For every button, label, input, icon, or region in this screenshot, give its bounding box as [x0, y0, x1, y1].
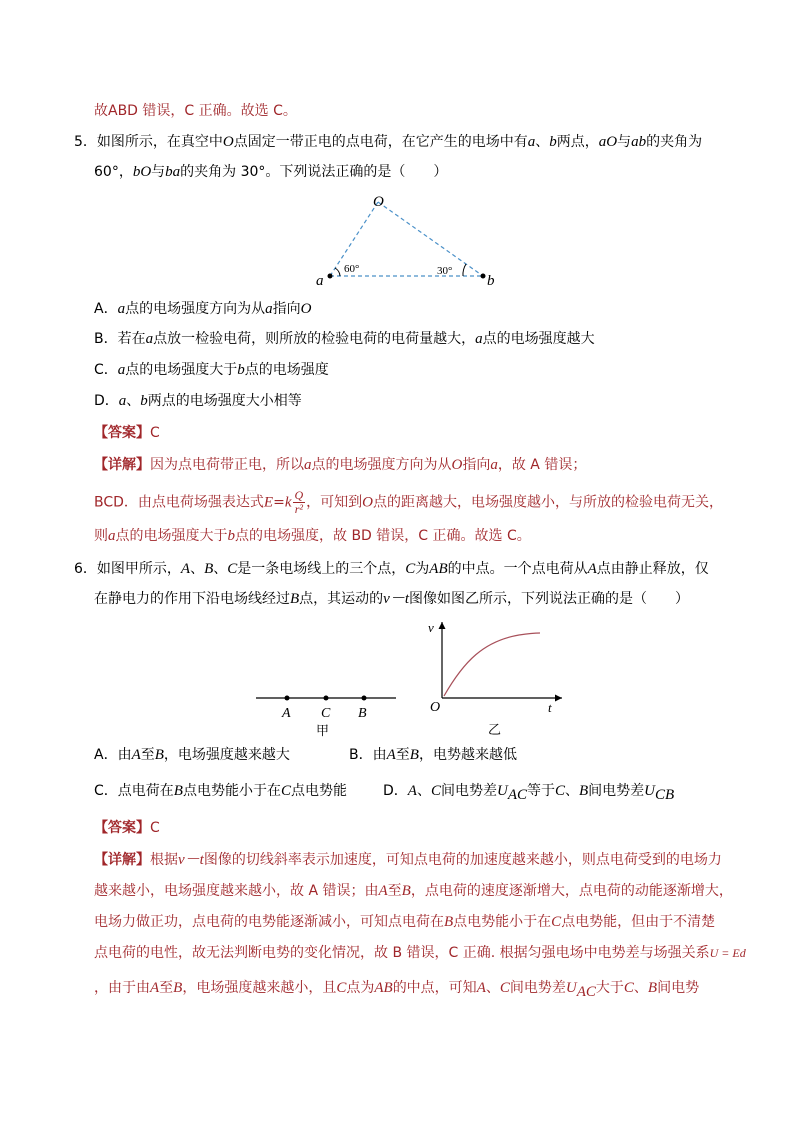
- text: 点的电场强度大于: [125, 362, 238, 378]
- var: C: [280, 783, 291, 799]
- point-A: [285, 696, 290, 701]
- q6-detail-line2: [94, 881, 733, 901]
- text: 至: [140, 747, 155, 763]
- var: A: [378, 883, 388, 899]
- text: 两点，: [556, 134, 599, 150]
- var: a: [117, 362, 126, 378]
- text: 如图所示，在真空中: [96, 134, 223, 150]
- text: 点的电场强度越大: [482, 331, 595, 347]
- text: ，点电荷的速度逐渐增大，点电荷的动能逐渐增大，: [410, 883, 733, 899]
- var: O: [362, 494, 374, 511]
- text: C．: [94, 362, 118, 378]
- q5-number: 5．: [74, 134, 97, 150]
- label-B: B: [358, 706, 367, 721]
- text: 、: [190, 561, 205, 577]
- var: a: [108, 528, 116, 544]
- var: b: [140, 393, 148, 409]
- q6-detail-line4: [94, 943, 746, 963]
- var: AB: [429, 561, 448, 577]
- text: 指向: [462, 457, 491, 473]
- line-Ob: [378, 202, 483, 276]
- var: C: [227, 561, 238, 577]
- var: B: [579, 783, 589, 799]
- var: a: [527, 134, 536, 150]
- label-angle-60: 60°: [344, 263, 360, 275]
- var: U: [565, 980, 577, 996]
- text: 间电势差: [509, 980, 566, 996]
- q6-field-line-figure: [250, 684, 400, 744]
- answer-label: 【答案】: [94, 820, 150, 836]
- var: A: [180, 561, 191, 577]
- text: BCD．由点电荷场强表达式: [94, 494, 264, 511]
- q6-detail-line5: [94, 978, 699, 1002]
- text: 图像的切线斜率表示加速度，可知点电荷的加速度越来越小，则点电荷受到的电场力: [203, 852, 722, 868]
- q6-option-a: [94, 745, 290, 765]
- q5-detail-line2: [94, 489, 723, 516]
- var: a: [265, 301, 273, 317]
- numerator: Q: [294, 488, 304, 502]
- text: ，故 A 错误；: [497, 457, 587, 473]
- text: ，由于由: [94, 980, 150, 996]
- text: 点的电场强度: [244, 362, 329, 378]
- text: 点的电场强度，故 BD 错误，C 正确。故选 C。: [235, 528, 531, 544]
- point-C: [324, 696, 329, 701]
- var: B: [173, 783, 183, 799]
- q5-option-a: [94, 299, 311, 319]
- text: 、: [213, 561, 228, 577]
- point-B: [362, 696, 367, 701]
- text: 为: [415, 561, 430, 577]
- var: v－t: [383, 591, 409, 607]
- text: 在静电力的作用下沿电场线经过: [94, 591, 290, 607]
- q6-detail-line1: [94, 850, 722, 870]
- text: 点的电场强度大于: [115, 528, 228, 544]
- var: B: [173, 980, 183, 996]
- var: O: [451, 457, 463, 473]
- text: 点的电场强度方向为从: [311, 457, 452, 473]
- text: 图像如图乙所示，下列说法正确的是（ ）: [409, 591, 689, 607]
- text: 点电势能: [290, 783, 347, 799]
- var: U: [496, 783, 508, 799]
- text: 点的距离越大，电场强度越小，与所放的检验电荷无关，: [373, 494, 724, 511]
- q6-number: 6．: [74, 561, 97, 577]
- text: 电场力做正功，点电荷的电势能逐渐减小，可知点电荷在: [94, 914, 444, 930]
- var: B: [444, 914, 454, 930]
- var: A: [150, 980, 160, 996]
- q5-option-c: [94, 360, 329, 380]
- answer-value: C: [150, 820, 160, 836]
- var: C: [551, 914, 562, 930]
- q6-detail-line3: [94, 912, 715, 932]
- var: B: [647, 980, 658, 996]
- label-a: a: [316, 273, 324, 288]
- var: A: [407, 783, 417, 799]
- var: C: [336, 980, 347, 996]
- text: 点放一检验电荷，则所放的检验电荷的电荷量越大，: [153, 331, 476, 347]
- var: B: [409, 747, 419, 763]
- q5-triangle-figure: [300, 188, 510, 288]
- text: 因为点电荷带正电，所以: [150, 457, 304, 473]
- text: 点由静止释放，仅: [596, 561, 709, 577]
- label-origin: O: [430, 700, 441, 715]
- q5-detail-line3: [94, 526, 531, 546]
- text: 点电势能小于在: [453, 914, 552, 930]
- text: 、: [633, 980, 648, 996]
- denominator: r²: [294, 502, 303, 516]
- angle-arc-a: [335, 268, 340, 276]
- text: 、: [535, 134, 550, 150]
- angle-arc-b: [463, 264, 466, 276]
- text: 的中点。一个点电荷从: [447, 561, 588, 577]
- var: v－t: [178, 852, 204, 868]
- var: a: [117, 301, 126, 317]
- label-b: b: [487, 273, 495, 288]
- text: 至: [159, 980, 174, 996]
- text: 大于: [595, 980, 624, 996]
- var: k: [284, 494, 292, 511]
- var: C: [499, 980, 510, 996]
- previous-answer-tail: 故ABD 错误，C 正确。故选 C。: [94, 103, 297, 119]
- text: 点为: [346, 980, 375, 996]
- var: C: [405, 561, 416, 577]
- vt-curve: [444, 633, 540, 696]
- subscript: AC: [576, 983, 596, 1000]
- point-a: [328, 274, 333, 279]
- answer-value: C: [150, 425, 160, 441]
- text: 的夹角为: [646, 134, 703, 150]
- text: 如图甲所示，: [96, 561, 181, 577]
- text: 、: [126, 393, 141, 409]
- text: B．若在: [94, 331, 146, 347]
- text: 等于: [526, 783, 555, 799]
- var: a: [304, 457, 312, 473]
- text: B．由: [349, 747, 387, 763]
- text: 与: [151, 164, 166, 180]
- var: a: [145, 331, 154, 347]
- var: b: [549, 134, 557, 150]
- subscript: CB: [655, 786, 675, 803]
- text: 是一条电场线上的三个点，: [237, 561, 406, 577]
- text: 、: [565, 783, 579, 799]
- var: a: [490, 457, 498, 473]
- point-b: [481, 274, 486, 279]
- q6-option-c: [94, 781, 347, 801]
- answer-label: 【答案】: [94, 425, 150, 441]
- text: C．点电荷在: [94, 783, 174, 799]
- q5-option-b: [94, 329, 595, 349]
- label-C: C: [321, 706, 331, 721]
- text: 指向: [272, 301, 301, 317]
- text: ，电势越来越低: [418, 747, 517, 763]
- q5-detail-line1: [94, 455, 586, 475]
- text: D．: [383, 783, 408, 799]
- text: 的中点，可知: [392, 980, 477, 996]
- text: ，电场强度越来越小，且: [182, 980, 337, 996]
- q6-stem-line1: [74, 559, 709, 579]
- text: 则: [94, 528, 108, 544]
- text: 点电荷的电性，故无法判断电势的变化情况，故 B 错误，C 正确. 根据匀强电场中电势差与场强关系: [94, 945, 710, 961]
- label-v: v: [428, 620, 434, 635]
- caption-yi: 乙: [488, 722, 502, 737]
- label-angle-30: 30°: [437, 265, 453, 277]
- var: bO: [132, 164, 152, 180]
- var: AB: [374, 980, 393, 996]
- var: A: [587, 561, 597, 577]
- var: A: [476, 980, 486, 996]
- q6-vt-graph: [424, 616, 574, 738]
- q5-stem-line2: [94, 162, 447, 182]
- var: U: [644, 783, 656, 799]
- text: 、: [416, 783, 431, 799]
- text: 越来越小，电场强度越来越小，故 A 错误；由: [94, 883, 379, 899]
- q5-stem-line1: [74, 132, 702, 152]
- q6-answer: [94, 818, 160, 838]
- caption-jia: 甲: [316, 723, 330, 738]
- text: 两点的电场强度大小相等: [147, 393, 302, 409]
- var: aO: [598, 134, 618, 150]
- text: 间电势差: [440, 783, 497, 799]
- text: 间电势: [657, 980, 700, 996]
- var: a: [475, 331, 483, 347]
- var: B: [154, 747, 164, 763]
- label-A: A: [282, 706, 291, 721]
- var: a: [118, 393, 127, 409]
- var: A: [131, 747, 141, 763]
- text: 点电势能，但由于不清楚: [561, 914, 716, 930]
- text: 点固定一带正电的点电荷，在它产生的电场中有: [233, 134, 528, 150]
- text: =: [273, 494, 285, 511]
- formula-U-Ed: U = Ed: [709, 946, 746, 960]
- text: A．由: [94, 747, 132, 763]
- text: 间电势差: [588, 783, 645, 799]
- q6-stem-line2: [94, 589, 689, 609]
- detail-label: 【详解】: [94, 852, 150, 868]
- text: 点的电场强度方向为从: [125, 301, 266, 317]
- text: ，可知到: [306, 494, 363, 511]
- var: B: [401, 883, 411, 899]
- text: 至: [387, 883, 402, 899]
- var: A: [386, 747, 396, 763]
- label-O: O: [373, 194, 384, 210]
- text: D．: [94, 393, 119, 409]
- var: O: [300, 301, 312, 317]
- var: b: [227, 528, 235, 544]
- fraction-Q-over-r2: [293, 489, 306, 516]
- var: C: [623, 980, 634, 996]
- text: 的夹角为 30°。下列说法正确的是（ ）: [180, 164, 448, 180]
- var: B: [290, 591, 300, 607]
- q5-answer: [94, 423, 160, 443]
- text: 、: [485, 980, 500, 996]
- text: 至: [395, 747, 410, 763]
- var: C: [430, 783, 441, 799]
- var: ba: [165, 164, 181, 180]
- q6-option-d: [383, 781, 674, 805]
- var: b: [237, 362, 245, 378]
- var: E: [263, 494, 274, 511]
- subscript: AC: [507, 786, 527, 803]
- q5-option-d: [94, 391, 302, 411]
- var: O: [222, 134, 234, 150]
- text: 点电势能小于在: [182, 783, 281, 799]
- text: 与: [617, 134, 632, 150]
- var: C: [554, 783, 565, 799]
- label-t: t: [548, 700, 552, 715]
- var: ab: [631, 134, 647, 150]
- text: A．: [94, 301, 118, 317]
- q6-option-b: [349, 745, 517, 765]
- text: ，电场强度越来越大: [163, 747, 290, 763]
- detail-label: 【详解】: [94, 457, 150, 473]
- text: 60°，: [94, 164, 133, 180]
- var: B: [204, 561, 214, 577]
- text: 点，其运动的: [299, 591, 384, 607]
- text: 根据: [150, 852, 178, 868]
